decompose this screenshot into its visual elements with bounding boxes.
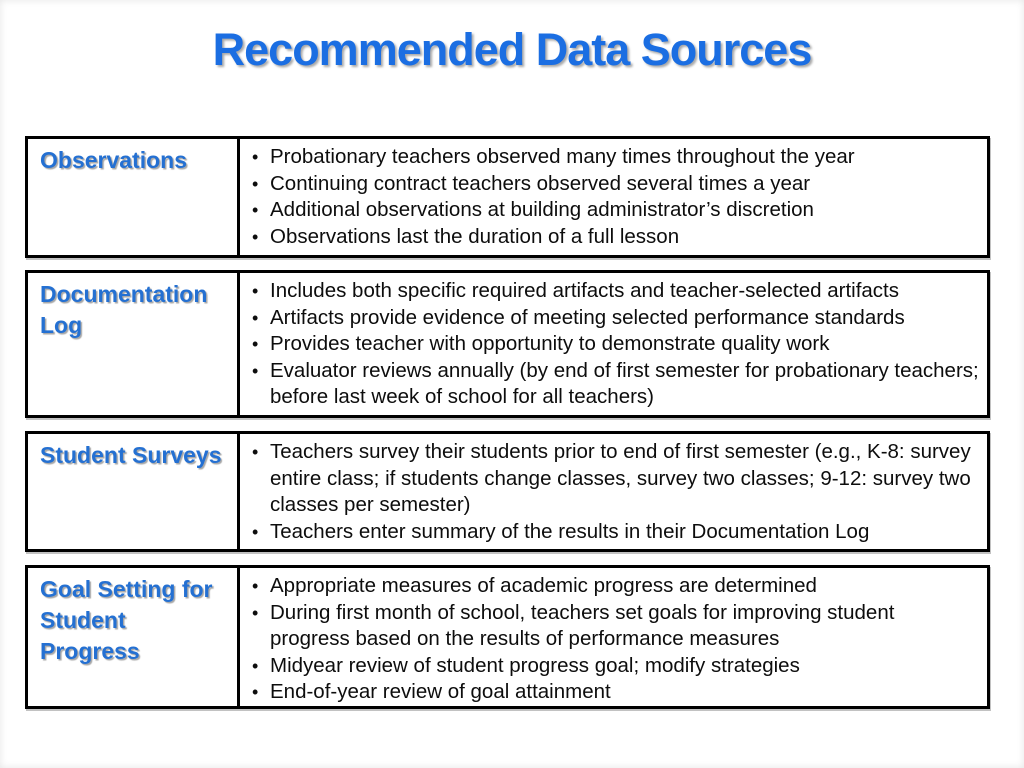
row-content-observations (240, 139, 987, 255)
bullet-item: • Appropriate measures of academic progress are determined (246, 573, 979, 600)
bullet-item: • Provides teacher with opportunity to demonstrate quality work (246, 331, 979, 358)
row-header-observations: Observations (28, 139, 240, 255)
bullet-item: • Additional observations at building administrator’s discretion (246, 197, 979, 224)
table-row-goal-setting (25, 565, 990, 709)
row-content-documentation-log (240, 273, 987, 415)
row-content-student-surveys (240, 434, 987, 549)
bullet-list-student-surveys (246, 439, 979, 545)
bullet-item: • Continuing contract teachers observed several times a year (246, 171, 979, 198)
bullet-item: • Artifacts provide evidence of meeting selected performance standards (246, 305, 979, 332)
row-header-goal-setting: Goal Setting for Student Progress (28, 568, 240, 706)
data-source-tables (25, 136, 990, 709)
bullet-item: • End-of-year review of goal attainment (246, 679, 979, 706)
bullet-item: • During first month of school, teachers set goals for improving student progress based on the results of performance measures (246, 600, 979, 653)
bullet-item: • Midyear review of student progress goal; modify strategies (246, 653, 979, 680)
table-row-student-surveys (25, 431, 990, 552)
slide-title: Recommended Data Sources (212, 24, 812, 75)
bullet-list-observations (246, 144, 979, 250)
bullet-item: • Teachers survey their students prior to end of first semester (e.g., K-8: survey entire class; if students change classes, survey two classes; 9-12: survey two classes per semester) (246, 439, 979, 519)
bullet-item: • Probationary teachers observed many times throughout the year (246, 144, 979, 171)
row-header-documentation-log: Documentation Log (28, 273, 240, 415)
bullet-item: • Observations last the duration of a full lesson (246, 224, 979, 251)
bullet-item: • Teachers enter summary of the results in their Documentation Log (246, 519, 979, 546)
row-header-student-surveys: Student Surveys (28, 434, 240, 549)
bullet-list-documentation-log (246, 278, 979, 411)
table-row-observations (25, 136, 990, 258)
bullet-list-goal-setting (246, 573, 979, 706)
table-row-documentation-log (25, 270, 990, 418)
bullet-item: • Evaluator reviews annually (by end of first semester for probationary teachers; before last week of school for all teachers) (246, 358, 979, 411)
bullet-item: • Includes both specific required artifacts and teacher-selected artifacts (246, 278, 979, 305)
row-content-goal-setting (240, 568, 987, 706)
